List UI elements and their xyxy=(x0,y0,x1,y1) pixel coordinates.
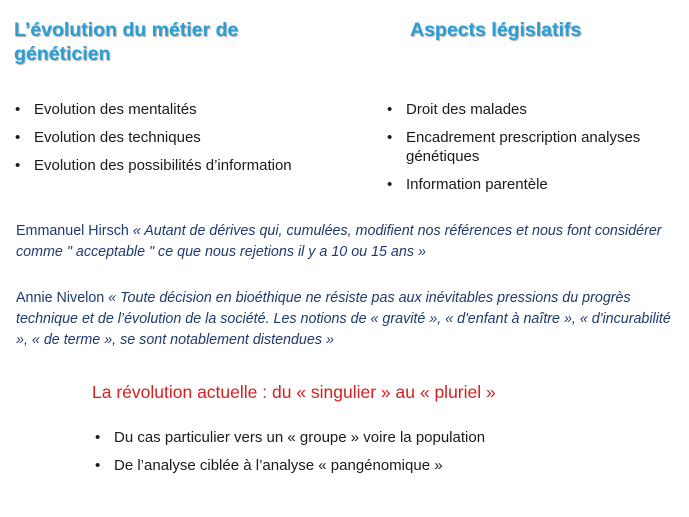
list-item-text: Du cas particulier vers un « groupe » voire la population xyxy=(114,429,486,446)
bullet-icon: • xyxy=(15,129,21,146)
list-item-text: Encadrement prescription analyses génétiques xyxy=(406,129,641,165)
list-item xyxy=(12,156,352,175)
right-bullet-list xyxy=(384,100,684,203)
list-item xyxy=(384,100,684,119)
list-item-text: Evolution des possibilités d’information xyxy=(34,157,292,174)
quote-nivelon xyxy=(16,288,684,351)
list-item-text: Information parentèle xyxy=(406,176,548,193)
section-subtitle: La révolution actuelle : du « singulier » au « pluriel » xyxy=(92,382,496,402)
list-item-text: Evolution des techniques xyxy=(34,129,201,146)
list-item xyxy=(92,428,592,447)
bullet-icon: • xyxy=(387,129,393,146)
quote-author: Annie Nivelon xyxy=(16,290,105,306)
list-item xyxy=(12,100,352,119)
quote-text: « Autant de dérives qui, cumulées, modifient nos références et nous font considérer comme " acceptable " ce que nous rejetions il y a 10 ou 15 ans » xyxy=(16,223,662,260)
left-heading: L’évolution du métier de généticien xyxy=(14,19,239,65)
bullet-icon: • xyxy=(95,457,101,474)
quote-author: Emmanuel Hirsch xyxy=(16,223,129,239)
right-heading: Aspects législatifs xyxy=(410,19,582,41)
list-item xyxy=(384,175,684,194)
left-bullet-list xyxy=(12,100,352,184)
list-item-text: De l’analyse ciblée à l’analyse « pangénomique » xyxy=(114,457,443,474)
list-item xyxy=(12,128,352,147)
list-item xyxy=(384,128,684,166)
bullet-icon: • xyxy=(95,429,101,446)
list-item xyxy=(92,456,592,475)
quote-text: « Toute décision en bioéthique ne résiste pas aux inévitables pressions du progrès technique et de l’évolution de la société. Les notions de « gravité », « d'enfant à naître », « d'incurabilité », « de terme », se sont notablement distendues » xyxy=(16,290,671,348)
bullet-icon: • xyxy=(15,157,21,174)
quote-hirsch xyxy=(16,221,676,263)
bullet-icon: • xyxy=(15,101,21,118)
bullet-icon: • xyxy=(387,101,393,118)
bullet-icon: • xyxy=(387,176,393,193)
bottom-bullet-list xyxy=(92,428,592,484)
list-item-text: Droit des malades xyxy=(406,101,527,118)
list-item-text: Evolution des mentalités xyxy=(34,101,197,118)
